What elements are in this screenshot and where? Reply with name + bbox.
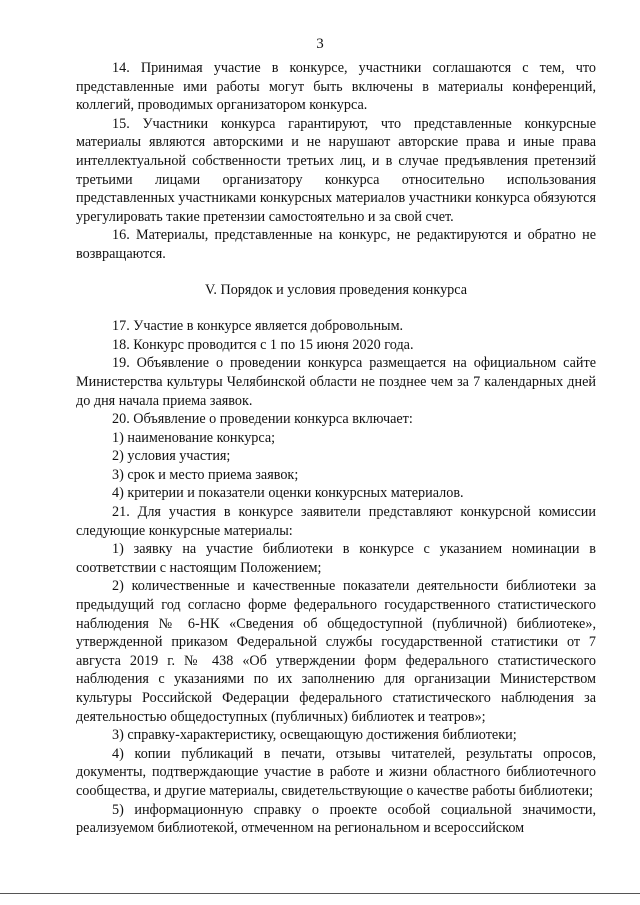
list-item: 3) справку-характеристику, освещающую достижения библиотеки; <box>112 727 517 744</box>
list-item: 1) заявку на участие библиотеки в конкурсе с указанием номинации в соответствии с настоящим Положением; <box>76 541 596 576</box>
list-item: 2) условия участия; <box>112 448 231 465</box>
page-bottom-rule <box>0 893 640 894</box>
list-item: 5) информационную справку о проекте особой социальной значимости, реализуемом библиотекой, отмеченном на региональном и всероссийском <box>76 801 596 837</box>
paragraph-17: 17. Участие в конкурсе является добровольным. <box>112 318 404 335</box>
list-item: 4) критерии и показатели оценки конкурсных материалов. <box>112 485 464 502</box>
paragraph-15: 15. Участники конкурса гарантируют, что представленные конкурсные материалы являются авторскими и не нарушают авторские права и иные права интеллектуальной собственности третьих лиц, и в случае предъявления претензий третьими лицами организатору конкурса относительно использования представленных участниками конкурсных материалов участники конкурса обязуются урегулировать такие претензии самостоятельно и за свой счет. <box>76 115 596 225</box>
paragraph-14: 14. Принимая участие в конкурсе, участники соглашаются с тем, что представленные ими работы могут быть включены в материалы конференций, коллегий, проводимых организатором конкурса. <box>76 60 596 114</box>
paragraph-20: 20. Объявление о проведении конкурса включает: <box>112 411 413 428</box>
paragraph-21: 21. Для участия в конкурсе заявители представляют конкурсной комиссии следующие конкурсные материалы: <box>76 504 596 539</box>
paragraph-18: 18. Конкурс проводится с 1 по 15 июня 2020 года. <box>112 336 414 353</box>
list-item: 2) количественные и качественные показатели деятельности библиотеки за предыдущий год согласно форме федерального государственного статистического наблюдения № 6-НК «Сведения об общедоступной (публичной) библиотеке», утвержденной приказом Федеральной службы государственной статистики от 7 августа 2019 г. № 438 «Об утверждении форм федерального статистического наблюдения с указаниями по их заполнению для организации Министерством культуры Российской Федерации федерального статистического наблюдения за деятельностью общедоступных (публичных) библиотек и театров»; <box>76 578 596 725</box>
paragraph-16: 16. Материалы, представленные на конкурс, не редактируются и обратно не возвращаются. <box>76 227 596 262</box>
paragraph-19: 19. Объявление о проведении конкурса размещается на официальном сайте Министерства культуры Челябинской области не позднее чем за 7 календарных дней до дня начала приема заявок. <box>76 355 596 409</box>
page-number: 3 <box>316 36 324 52</box>
list-item: 4) копии публикаций в печати, отзывы читателей, результаты опросов, документы, подтверждающие участие в работе и жизни областного библиотечного сообщества, и другие материалы, свидетельствующие о качестве работы библиотеки; <box>76 745 596 799</box>
list-item: 3) срок и место приема заявок; <box>112 466 299 483</box>
document-body <box>76 59 596 838</box>
list-item: 1) наименование конкурса; <box>112 429 276 446</box>
section-heading: V. Порядок и условия проведения конкурса <box>204 281 468 298</box>
